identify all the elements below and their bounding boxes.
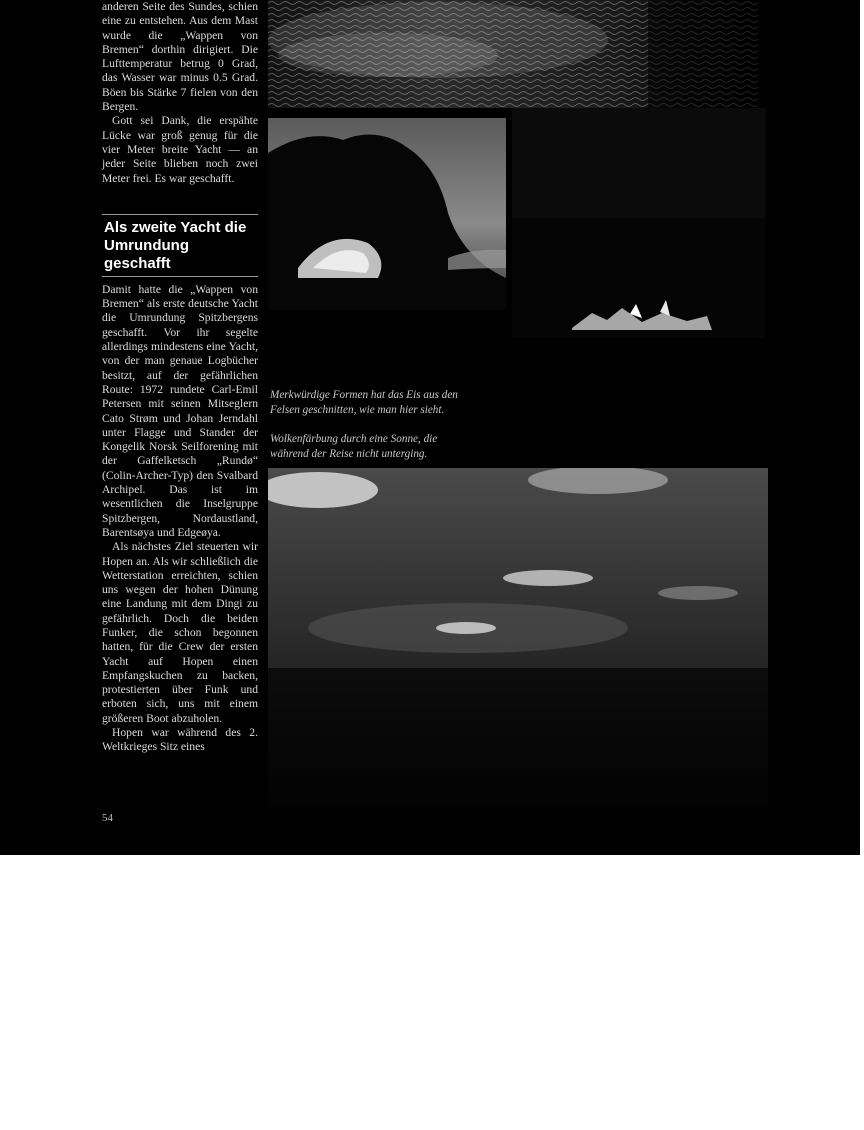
- article-paragraph: anderen Seite des Sundes, schien eine zu entstehen. Aus dem Mast wurde die „Wappen von Bremen“ dorthin dirigiert. Die Lufttemperatur betrug 0 Grad, das Wasser war minus 0.5 Grad. Böen bis Stärke 7 fielen von den Bergen.: [102, 0, 258, 114]
- article-paragraph: Hopen war während des 2. Weltkrieges Sitz eines: [102, 726, 258, 754]
- section-heading-line-2: Umrundung geschafft: [104, 236, 189, 272]
- caption-clouds-line-2: während der Reise nicht unterging.: [270, 448, 428, 460]
- section-heading: [102, 215, 258, 276]
- article-paragraph: Gott sei Dank, die erspähte Lücke war groß genug für die vier Meter breite Yacht — an jeder Seite blieben noch zwei Meter frei. Es war geschafft.: [102, 114, 258, 185]
- article-paragraph: Als nächstes Ziel steuerten wir Hopen an. Als wir schließlich die Wetterstation erreichten, schien uns wegen der hohen Dünung eine Landung mit dem Dingi zu gefährlich. Doch die beiden Funker, die schon begonnen hatten, für die Crew der ersten Yacht auf Hopen einen Empfangskuchen zu backen, protestierten über Funk und erboten sich, uns mit einem größeren Boot abzuholen.: [102, 540, 258, 725]
- article-text-column: [102, 0, 258, 755]
- blank-paper-margin: [0, 855, 864, 1130]
- photo-ice-arch: [268, 118, 506, 310]
- page-number: 54: [102, 812, 113, 824]
- article-paragraph: Damit hatte die „Wappen von Bremen“ als erste deutsche Yacht die Umrundung Spitzbergens geschafft. Vor ihr segelte allerdings mindestens eine Yacht, von der man genaue Logbücher besitzt, auf der gefährlichen Route: 1972 rundete Carl-Emil Petersen mit seinen Mitseglern Cato Strøm und Johan Jerndahl unter Flagge und Stander der Kongelik Norsk Seilforening mit der Gaffelketsch „Rundø“ (Colin-Archer-Typ) den Svalbard Archipel. Das ist im wesentlichen die Inselgruppe Spitzbergen, Nordaustland, Barentsøya und Edgeøya.: [102, 282, 258, 539]
- photo-dark-floes: [512, 108, 766, 338]
- photo-cloud-sky: [268, 468, 768, 808]
- caption-ice-arch-line-2: Felsen geschnitten, wie man hier sieht.: [270, 404, 445, 416]
- section-heading-line-1: Als zweite Yacht die: [104, 218, 247, 236]
- caption-clouds: [270, 432, 520, 462]
- caption-ice-arch: [270, 388, 520, 418]
- caption-ice-arch-line-1: Merkwürdige Formen hat das Eis aus den: [270, 389, 458, 401]
- caption-clouds-line-1: Wolkenfärbung durch eine Sonne, die: [270, 433, 438, 445]
- photo-sea-reflection: [268, 0, 758, 108]
